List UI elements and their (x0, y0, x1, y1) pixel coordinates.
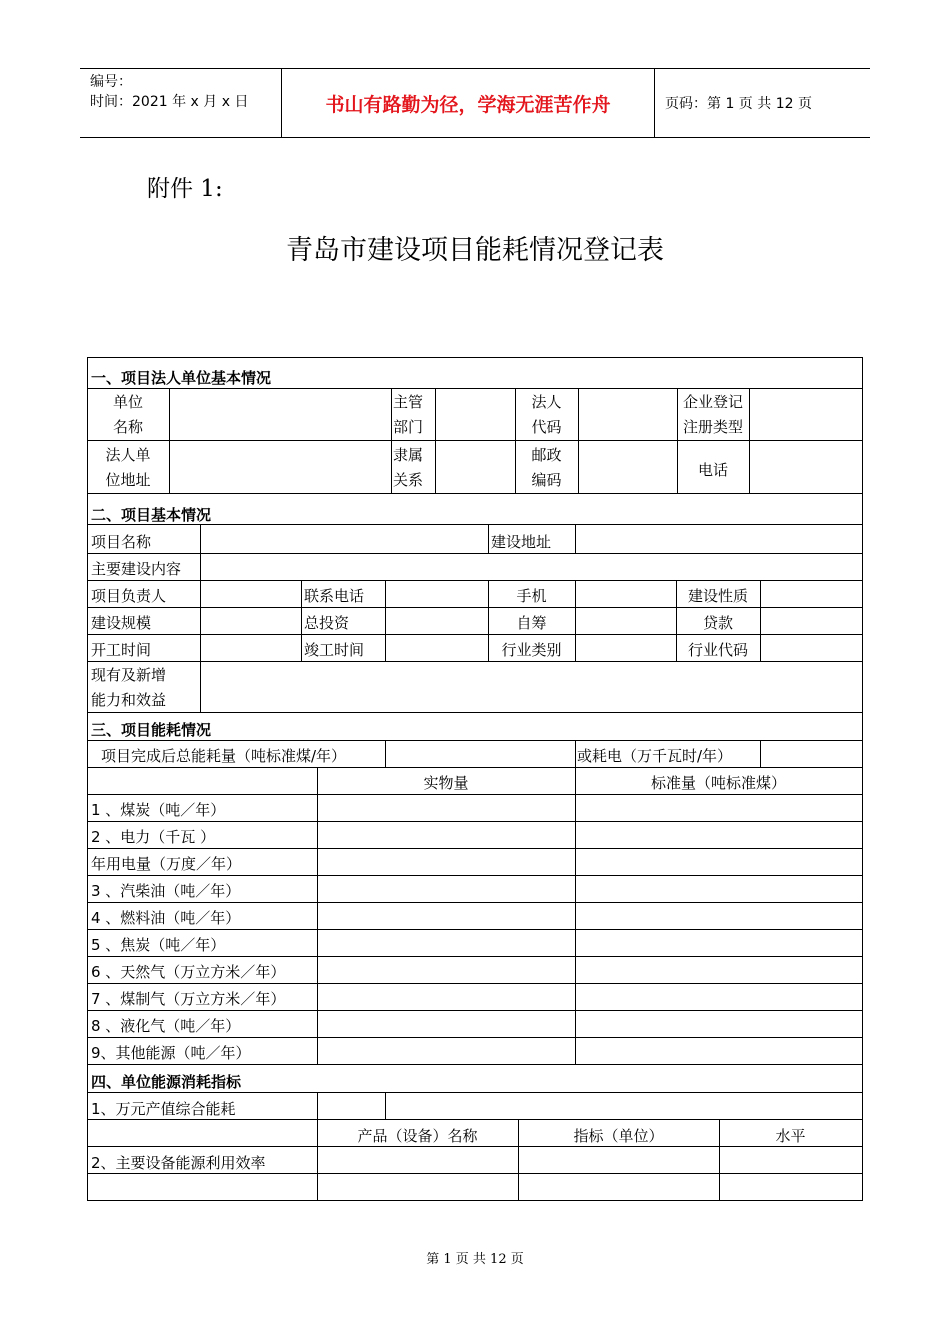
nature-label: 建设性质 (687, 587, 748, 605)
industry-code-label: 行业代码 (687, 641, 748, 659)
page-footer: 第 1 页 共 12 页 (426, 1252, 524, 1267)
energy-item: 6 、天然气（万立方米／年） (91, 963, 286, 981)
scale-label: 建设规模 (91, 614, 152, 632)
reg-type-label: 企业登记 注册类型 (682, 393, 743, 436)
total-energy-label: 项目完成后总能耗量（吨标准煤/年） (101, 747, 347, 765)
section2-heading: 二、项目基本情况 (91, 506, 212, 524)
col-physical-header: 实物量 (423, 774, 469, 792)
energy-item: 1 、煤炭（吨／年） (91, 801, 226, 819)
self-raised-label: 自筹 (516, 614, 547, 632)
section1-heading: 一、项目法人单位基本情况 (91, 369, 272, 387)
energy-item: 9、其他能源（吨／年） (91, 1044, 251, 1062)
affiliation-label: 隶属 关系 (393, 446, 424, 489)
energy-item: 5 、焦炭（吨／年） (91, 936, 226, 954)
capacity-label: 现有及新增 能力和效益 (91, 666, 167, 709)
investment-label: 总投资 (304, 614, 350, 632)
start-time-label: 开工时间 (91, 641, 152, 659)
registration-form (87, 357, 863, 1201)
consumption-item: 1、万元产值综合能耗 (91, 1100, 236, 1118)
build-address-label: 建设地址 (491, 533, 552, 551)
header-meta (80, 69, 281, 137)
energy-item: 7 、煤制气（万立方米／年） (91, 990, 286, 1008)
phone-label: 电话 (697, 461, 728, 479)
col-standard-header: 标准量（吨标准煤） (650, 774, 786, 792)
project-name-label: 项目名称 (91, 533, 152, 551)
document-header (80, 68, 870, 138)
energy-item: 3 、汽柴油（吨／年） (91, 882, 241, 900)
leader-label: 项目负责人 (91, 587, 167, 605)
energy-item: 8 、液化气（吨／年） (91, 1017, 241, 1035)
number-label: 编号： (90, 74, 132, 90)
elec-label: 或耗电（万千瓦时/年） (577, 747, 733, 765)
energy-item: 4 、燃料油（吨／年） (91, 909, 241, 927)
dept-label: 主管 部门 (393, 393, 424, 436)
contact-phone-label: 联系电话 (304, 587, 365, 605)
efficiency-item: 2、主要设备能源利用效率 (91, 1154, 266, 1172)
section3-heading: 三、项目能耗情况 (91, 721, 212, 739)
energy-item: 2 、电力（千瓦 ） (91, 828, 216, 846)
col-product-header: 产品（设备）名称 (357, 1127, 478, 1145)
mobile-label: 手机 (516, 587, 547, 605)
finish-time-label: 竣工时间 (304, 641, 365, 659)
industry-type-label: 行业类别 (501, 641, 562, 659)
energy-item: 年用电量（万度／年） (91, 855, 242, 873)
time-label: 时间：2021 年 x 月 x 日 (90, 94, 249, 110)
attachment-label: 附件 1: (147, 176, 223, 202)
postcode-label: 邮政 编码 (531, 446, 562, 489)
loan-label: 贷款 (702, 614, 733, 632)
header-motto: 书山有路勤为径，学海无涯苦作舟 (281, 69, 655, 137)
page-title: 青岛市建设项目能耗情况登记表 (286, 235, 664, 266)
col-level-header: 水平 (775, 1127, 806, 1145)
section4-heading: 四、单位能源消耗指标 (91, 1073, 242, 1091)
header-page-info: 页码：第 1 页 共 12 页 (665, 96, 812, 112)
main-content-label: 主要建设内容 (91, 560, 182, 578)
legal-code-label: 法人 代码 (531, 393, 562, 436)
unit-name-label: 单位 名称 (112, 393, 143, 436)
address-label: 法人单 位地址 (105, 446, 151, 489)
col-index-header: 指标（单位） (573, 1127, 664, 1145)
